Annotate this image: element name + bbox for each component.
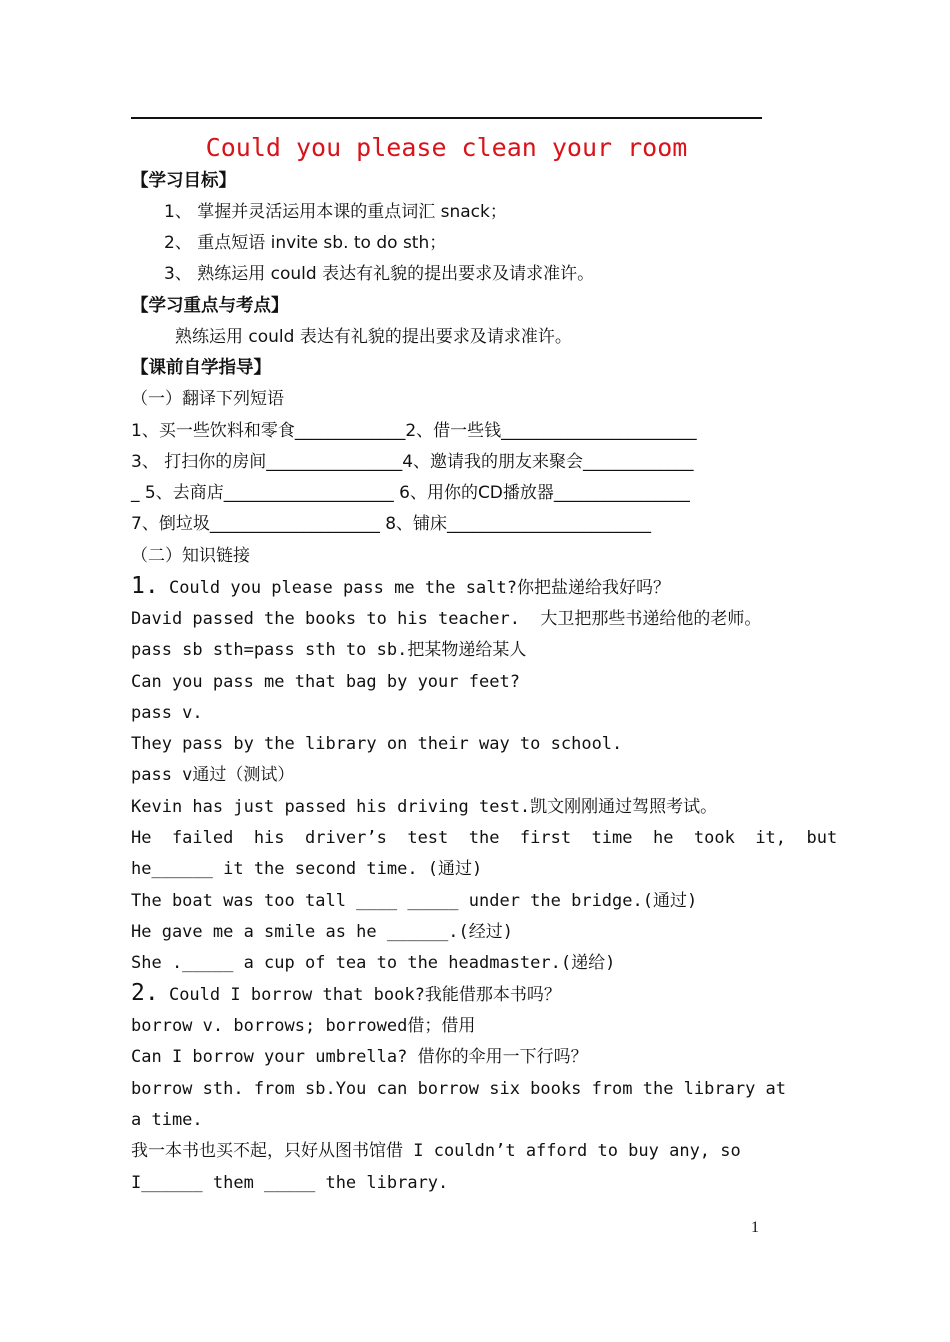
point-number: 2. bbox=[131, 980, 159, 1006]
example-line: Can I borrow your umbrella? 借你的伞用一下行吗？ bbox=[131, 1047, 588, 1067]
exercise-line: I______ them _____ the library. bbox=[131, 1173, 449, 1193]
point-text: Could I borrow that book?我能借那本书吗？ bbox=[168, 985, 561, 1005]
translate-line: 1、买一些饮料和零食_____________2、借一些钱_______________________ bbox=[131, 421, 697, 441]
translate-line: _ 5、去商店____________________ 6、用你的CD播放器________________ bbox=[131, 483, 690, 503]
example-line: pass sb sth=pass sth to sb.把某物递给某人 bbox=[131, 640, 527, 660]
example-line: David passed the books to his teacher. 大卫把那些书递给他的老师。 bbox=[131, 609, 762, 629]
exercise-line: he______ it the second time. (通过) bbox=[131, 859, 483, 879]
section-heading-goals: 【学习目标】 bbox=[131, 171, 236, 191]
example-line: pass v通过（测试） bbox=[131, 765, 295, 785]
example-line: 我一本书也买不起，只好从图书馆借 I couldn’t afford to buy any, so bbox=[131, 1141, 741, 1161]
point-1 bbox=[131, 575, 771, 599]
example-line: He failed his driver’s test the first time he took it, but bbox=[131, 828, 838, 848]
subsection-translate: （一）翻译下列短语 bbox=[131, 389, 284, 409]
example-line: Kevin has just passed his driving test.凯文刚刚通过驾照考试。 bbox=[131, 797, 718, 817]
point-2 bbox=[131, 982, 771, 1006]
subsection-knowledge: （二）知识链接 bbox=[131, 546, 250, 566]
focus-text: 熟练运用 could 表达有礼貌的提出要求及请求准许。 bbox=[175, 327, 572, 347]
document-title: Could you please clean your room bbox=[205, 133, 688, 162]
example-line: borrow v. borrows; borrowed借；借用 bbox=[131, 1016, 476, 1036]
example-line: They pass by the library on their way to school. bbox=[131, 734, 623, 754]
header-rule bbox=[131, 117, 762, 119]
point-text: Could you please pass me the salt?你把盐递给我好吗？ bbox=[168, 578, 670, 598]
example-line: Can you pass me that bag by your feet? bbox=[131, 672, 520, 692]
section-heading-focus: 【学习重点与考点】 bbox=[131, 296, 289, 316]
section-heading-guide: 【课前自学指导】 bbox=[131, 358, 271, 378]
exercise-line: The boat was too tall ____ _____ under the bridge.(通过) bbox=[131, 891, 698, 911]
goal-item: 2、 重点短语 invite sb. to do sth； bbox=[164, 233, 447, 253]
page-number: 1 bbox=[751, 1219, 759, 1236]
goal-item: 3、 熟练运用 could 表达有礼貌的提出要求及请求准许。 bbox=[164, 264, 595, 284]
point-number: 1. bbox=[131, 573, 159, 599]
example-line: a time. bbox=[131, 1110, 203, 1130]
exercise-line: He gave me a smile as he ______.(经过) bbox=[131, 922, 513, 942]
goal-item: 1、 掌握并灵活运用本课的重点词汇 snack； bbox=[164, 202, 507, 222]
exercise-line: She ._____ a cup of tea to the headmaster.(递给) bbox=[131, 953, 616, 973]
example-line: borrow sth. from sb.You can borrow six books from the library at bbox=[131, 1079, 787, 1099]
translate-line: 3、 打扫你的房间________________4、邀请我的朋友来聚会_____________ bbox=[131, 452, 694, 472]
translate-line: 7、倒垃圾____________________ 8、铺床________________________ bbox=[131, 514, 652, 534]
example-line: pass v. bbox=[131, 703, 203, 723]
